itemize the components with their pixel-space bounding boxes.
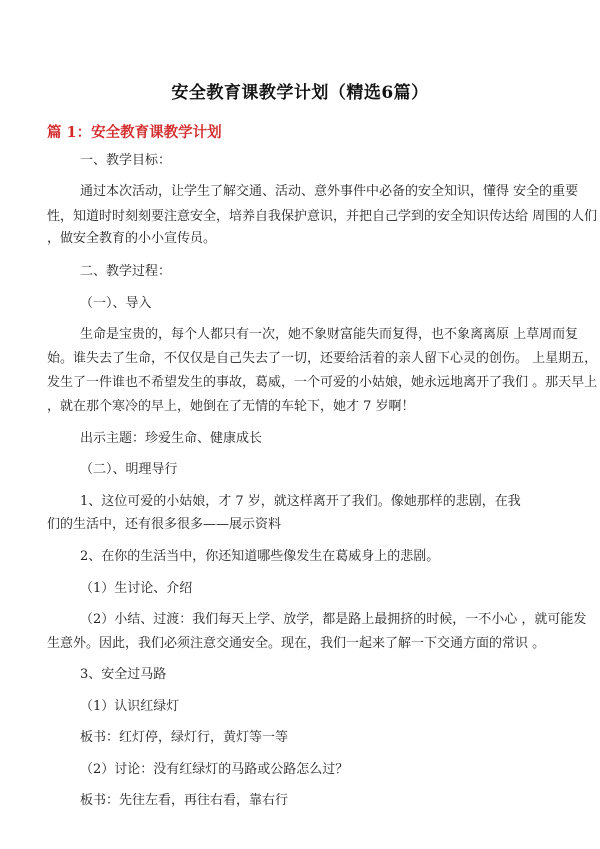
paragraph-line: （2）小结、过渡：我们每天上学、放学，都是路上最拥挤的时候，一不小心 ，就可能发 — [80, 612, 587, 627]
paragraph-line: 板书：红灯停，绿灯行，黄灯等一等 — [80, 730, 289, 745]
paragraph-line: 2、在你的生活当中，你还知道哪些像发生在葛威身上的悲剧。 — [80, 549, 440, 564]
paragraph-line: 生命是宝贵的，每个人都只有一次，她不象财富能失而复得，也不象离离原 上草周而复 — [80, 327, 579, 342]
paragraph-line: 1、这位可爱的小姑娘，才 7 岁，就这样离开了我们。像她那样的悲剧，在我 — [80, 494, 521, 509]
paragraph-line: 生意外。因此，我们必须注意交通安全。现在，我们一起来了解一下交通方面的常识 。 — [47, 636, 546, 651]
paragraph-line: 性，知道时时刻刻要注意安全，培养自我保护意识，并把自己学到的安全知识传达给 周围的人们 — [47, 209, 598, 224]
paragraph-line: （2）讨论：没有红绿灯的马路或公路怎么过？ — [80, 762, 349, 777]
paragraph-line: 通过本次活动，让学生了解交通、活动、意外事件中必备的安全知识，懂得 安全的重要 — [80, 184, 579, 199]
subsection-heading: （二）、明理导行 — [80, 462, 178, 477]
section-heading: 篇 1：安全教育课教学计划 — [47, 124, 222, 141]
paragraph-line: 始。谁失去了生命，不仅仅是自己失去了一切，还要给活着的亲人留下心灵的创伤。 上星期五， — [47, 351, 598, 366]
paragraph-line: ，做安全教育的小小宣传员。 — [47, 231, 217, 246]
paragraph-line: ，就在那个寒冷的早上，她倒在了无情的车轮下，她才 7 岁啊！ — [47, 399, 415, 414]
paragraph-line: 们的生活中，还有很多很多——展示资料 — [47, 517, 282, 532]
paragraph-line: 3、安全过马路 — [80, 667, 167, 682]
subsection-heading: （一）、导入 — [80, 296, 152, 311]
process-heading: 二、教学过程： — [80, 264, 172, 279]
paragraph-line: 发生了一件谁也不希望发生的事故，葛威，一个可爱的小姑娘，她永远地离开了我们 。那天早上 — [47, 375, 598, 390]
document-title: 安全教育课教学计划（精选6篇） — [171, 83, 429, 103]
objectives-heading: 一、教学目标： — [80, 153, 172, 168]
paragraph-line: 出示主题：珍爱生命、健康成长 — [80, 431, 263, 446]
paragraph-line: （1）认识红绿灯 — [80, 699, 180, 714]
paragraph-line: 板书：先往左看，再往右看，靠右行 — [80, 793, 289, 808]
paragraph-line: （1）生讨论、介绍 — [80, 581, 193, 596]
